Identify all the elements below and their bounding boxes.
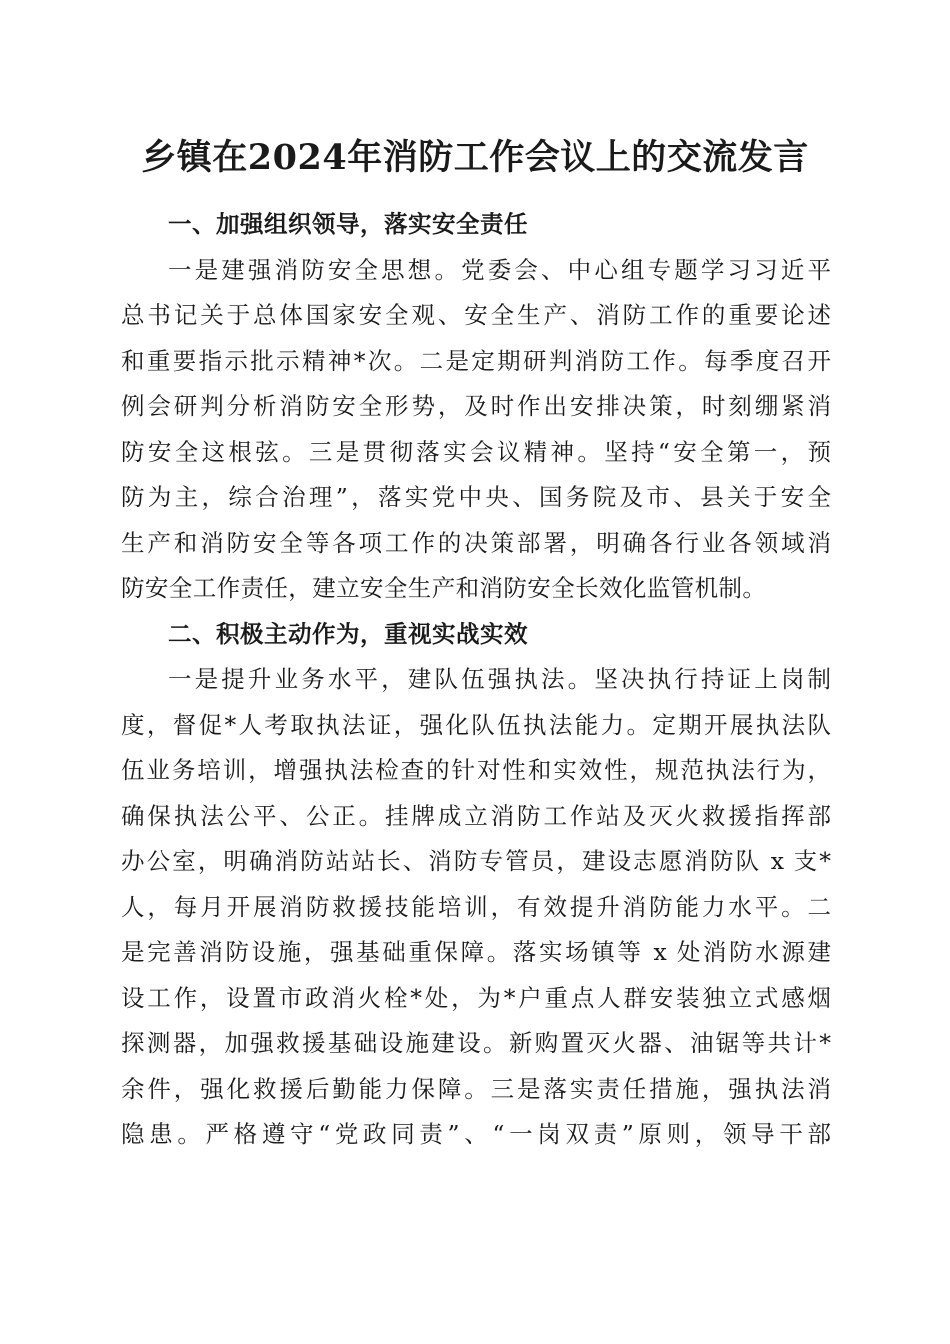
paragraph-line: 一是提升业务水平，建队伍强执法。坚决执行持证上岗制 <box>168 665 831 693</box>
paragraph-line: 一是建强消防安全思想。党委会、中心组专题学习习近平 <box>168 255 831 284</box>
paragraph-line: 防为主，综合治理”，落实党中央、国务院及市、县关于安全 <box>121 483 831 511</box>
paragraph-line: 办公室，明确消防站站长、消防专管员，建设志愿消防队 x 支* <box>121 847 831 875</box>
paragraph-line: 生产和消防安全等各项工作的决策部署，明确各行业各领域消 <box>121 528 831 557</box>
paragraph-line: 是完善消防设施，强基础重保障。落实场镇等 x 处消防水源建 <box>121 938 831 966</box>
section-paragraph-2 <box>121 657 831 1158</box>
paragraph-line: 确保执法公平、公正。挂牌成立消防工作站及灭火救援指挥部 <box>121 801 831 830</box>
paragraph-line: 余件，强化救援后勤能力保障。三是落实责任措施，强执法消 <box>121 1074 831 1103</box>
paragraph-line: 总书记关于总体国家安全观、安全生产、消防工作的重要论述 <box>121 301 831 329</box>
paragraph-line: 伍业务培训，增强执法检查的针对性和实效性，规范执法行为， <box>121 756 831 784</box>
paragraph-line: 和重要指示批示精神*次。二是定期研判消防工作。每季度召开 <box>121 346 831 375</box>
paragraph-line: 人，每月开展消防救援技能培训，有效提升消防能力水平。二 <box>121 892 831 921</box>
document-title: 乡镇在2024年消防工作会议上的交流发言 <box>141 137 809 178</box>
paragraph-line: 防安全这根弦。三是贯彻落实会议精神。坚持“安全第一，预 <box>121 437 831 466</box>
paragraph-line: 设工作，设置市政消火栓*处，为*户重点人群安装独立式感烟 <box>121 983 831 1012</box>
section-paragraph-1 <box>121 248 831 612</box>
paragraph-line: 防安全工作责任，建立安全生产和消防安全长效化监管机制。 <box>121 574 767 602</box>
section-heading-2: 二、积极主动作为，重视实战实效 <box>168 619 528 648</box>
section-heading-1: 一、加强组织领导，落实安全责任 <box>168 210 528 238</box>
paragraph-line: 探测器，加强救援基础设施建设。新购置灭火器、油锯等共计* <box>121 1029 831 1057</box>
paragraph-line: 度，督促*人考取执法证，强化队伍执法能力。定期开展执法队 <box>121 710 831 739</box>
paragraph-line: 隐患。严格遵守“党政同责”、“一岗双责”原则，领导干部 <box>121 1120 831 1148</box>
paragraph-line: 例会研判分析消防安全形势，及时作出安排决策，时刻绷紧消 <box>121 392 831 420</box>
document-body <box>121 202 831 1158</box>
